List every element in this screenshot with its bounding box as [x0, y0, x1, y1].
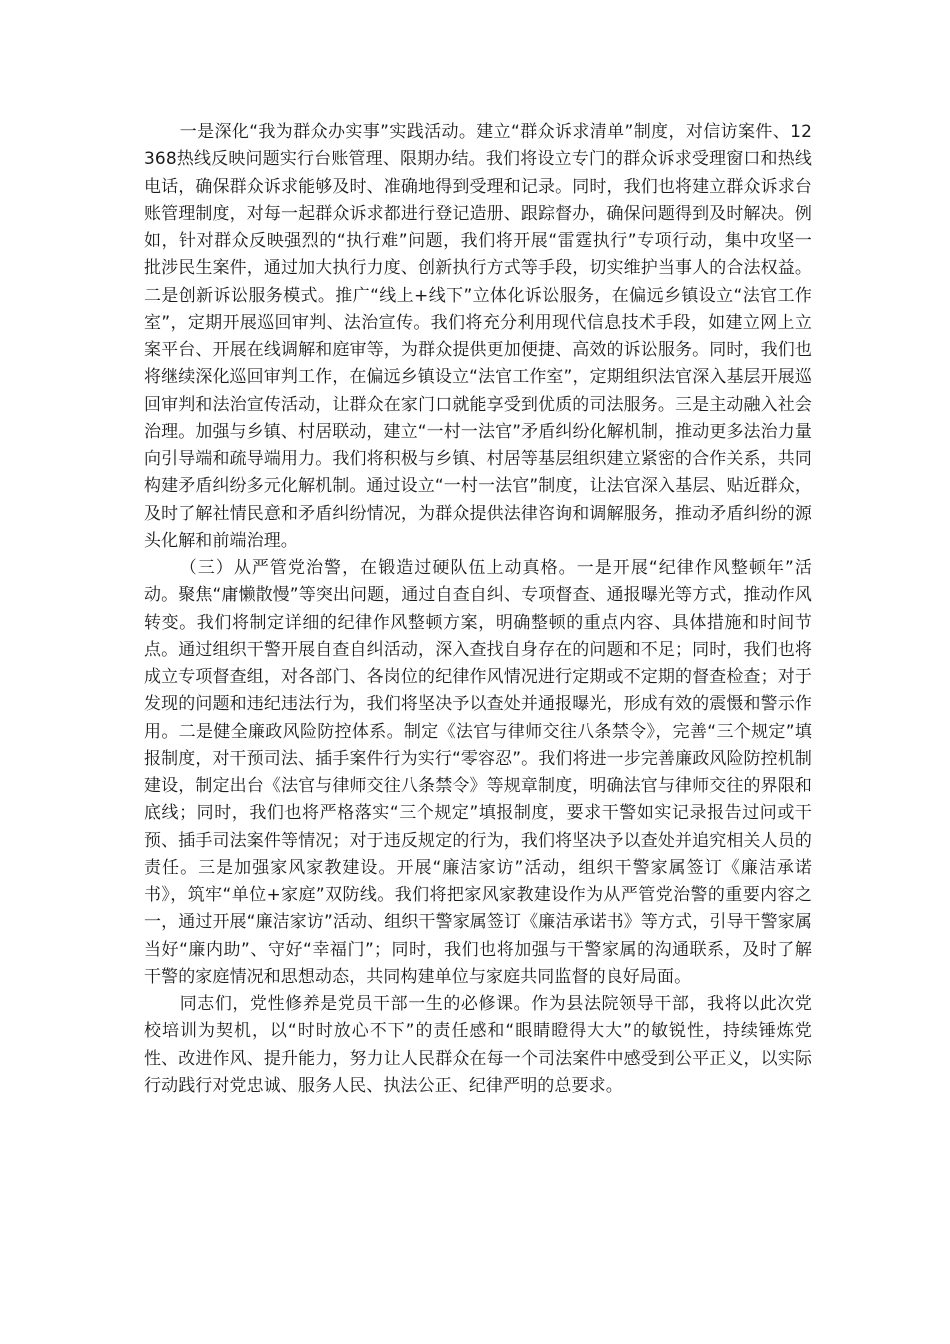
paragraph-strict-discipline: （三）从严管党治警，在锻造过硬队伍上动真格。一是开展“纪律作风整顿年”活动。聚焦“庸懒散慢”等突出问题，通过自查自纠、专项督查、通报曝光等方式，推动作风转变。我们将制定详细的纪律作风整顿方案，明确整顿的重点内容、具体措施和时间节点。通过组织干警开展自查自纠活动，深入查找自身存在的问题和不足；同时，我们也将成立专项督查组，对各部门、各岗位的纪律作风情况进行定期或不定期的督查检查；对于发现的问题和违纪违法行为，我们将坚决予以查处并通报曝光，形成有效的震慑和警示作用。二是健全廉政风险防控体系。制定《法官与律师交往八条禁令》，完善“三个规定”填报制度，对干预司法、插手案件行为实行“零容忍”。我们将进一步完善廉政风险防控机制建设，制定出台《法官与律师交往八条禁令》等规章制度，明确法官与律师交往的界限和底线；同时，我们也将严格落实“三个规定”填报制度，要求干警如实记录报告过问或干预、插手司法案件等情况；对于违反规定的行为，我们将坚决予以查处并追究相关人员的责任。三是加强家风家教建设。开展“廉洁家访”活动，组织干警家属签订《廉洁承诺书》，筑牢“单位+家庭”双防线。我们将把家风家教建设作为从严管党治警的重要内容之一，通过开展“廉洁家访”活动、组织干警家属签订《廉洁承诺书》等方式，引导干警家属当好“廉内助”、守好“幸福门”；同时，我们也将加强与干警家属的沟通联系，及时了解干警的家庭情况和思想动态，共同构建单位与家庭共同监督的良好局面。	[144, 558, 812, 987]
paragraph-closing-remarks: 同志们，党性修养是党员干部一生的必修课。作为县法院领导干部，我将以此次党校培训为契机，以“时时放心不下”的责任感和“眼睛瞪得大大”的敏锐性，持续锤炼党性、改进作风、提升能力，努力让人民群众在每一个司法案件中感受到公平正义，以实际行动践行对党忠诚、服务人民、执法公正、纪律严明的总要求。	[144, 994, 812, 1096]
document-body	[144, 119, 812, 1100]
paragraph-practice-activities: 一是深化“我为群众办实事”实践活动。建立“群众诉求清单”制度，对信访案件、12368热线反映问题实行台账管理、限期办结。我们将设立专门的群众诉求受理窗口和热线电话，确保群众诉求能够及时、准确地得到受理和记录。同时，我们也将建立群众诉求台账管理制度，对每一起群众诉求都进行登记造册、跟踪督办，确保问题得到及时解决。例如，针对群众反映强烈的“执行难”问题，我们将开展“雷霆执行”专项行动，集中攻坚一批涉民生案件，通过加大执行力度、创新执行方式等手段，切实维护当事人的合法权益。二是创新诉讼服务模式。推广“线上+线下”立体化诉讼服务，在偏远乡镇设立“法官工作室”，定期开展巡回审判、法治宣传。我们将充分利用现代信息技术手段，如建立网上立案平台、开展在线调解和庭审等，为群众提供更加便捷、高效的诉讼服务。同时，我们也将继续深化巡回审判工作，在偏远乡镇设立“法官工作室”，定期组织法官深入基层开展巡回审判和法治宣传活动，让群众在家门口就能享受到优质的司法服务。三是主动融入社会治理。加强与乡镇、村居联动，建立“一村一法官”矛盾纠纷化解机制，推动更多法治力量向引导端和疏导端用力。我们将积极与乡镇、村居等基层组织建立紧密的合作关系，共同构建矛盾纠纷多元化解机制。通过设立“一村一法官”制度，让法官深入基层、贴近群众，及时了解社情民意和矛盾纠纷情况，为群众提供法律咨询和调解服务，推动矛盾纠纷的源头化解和前端治理。	[144, 122, 812, 551]
